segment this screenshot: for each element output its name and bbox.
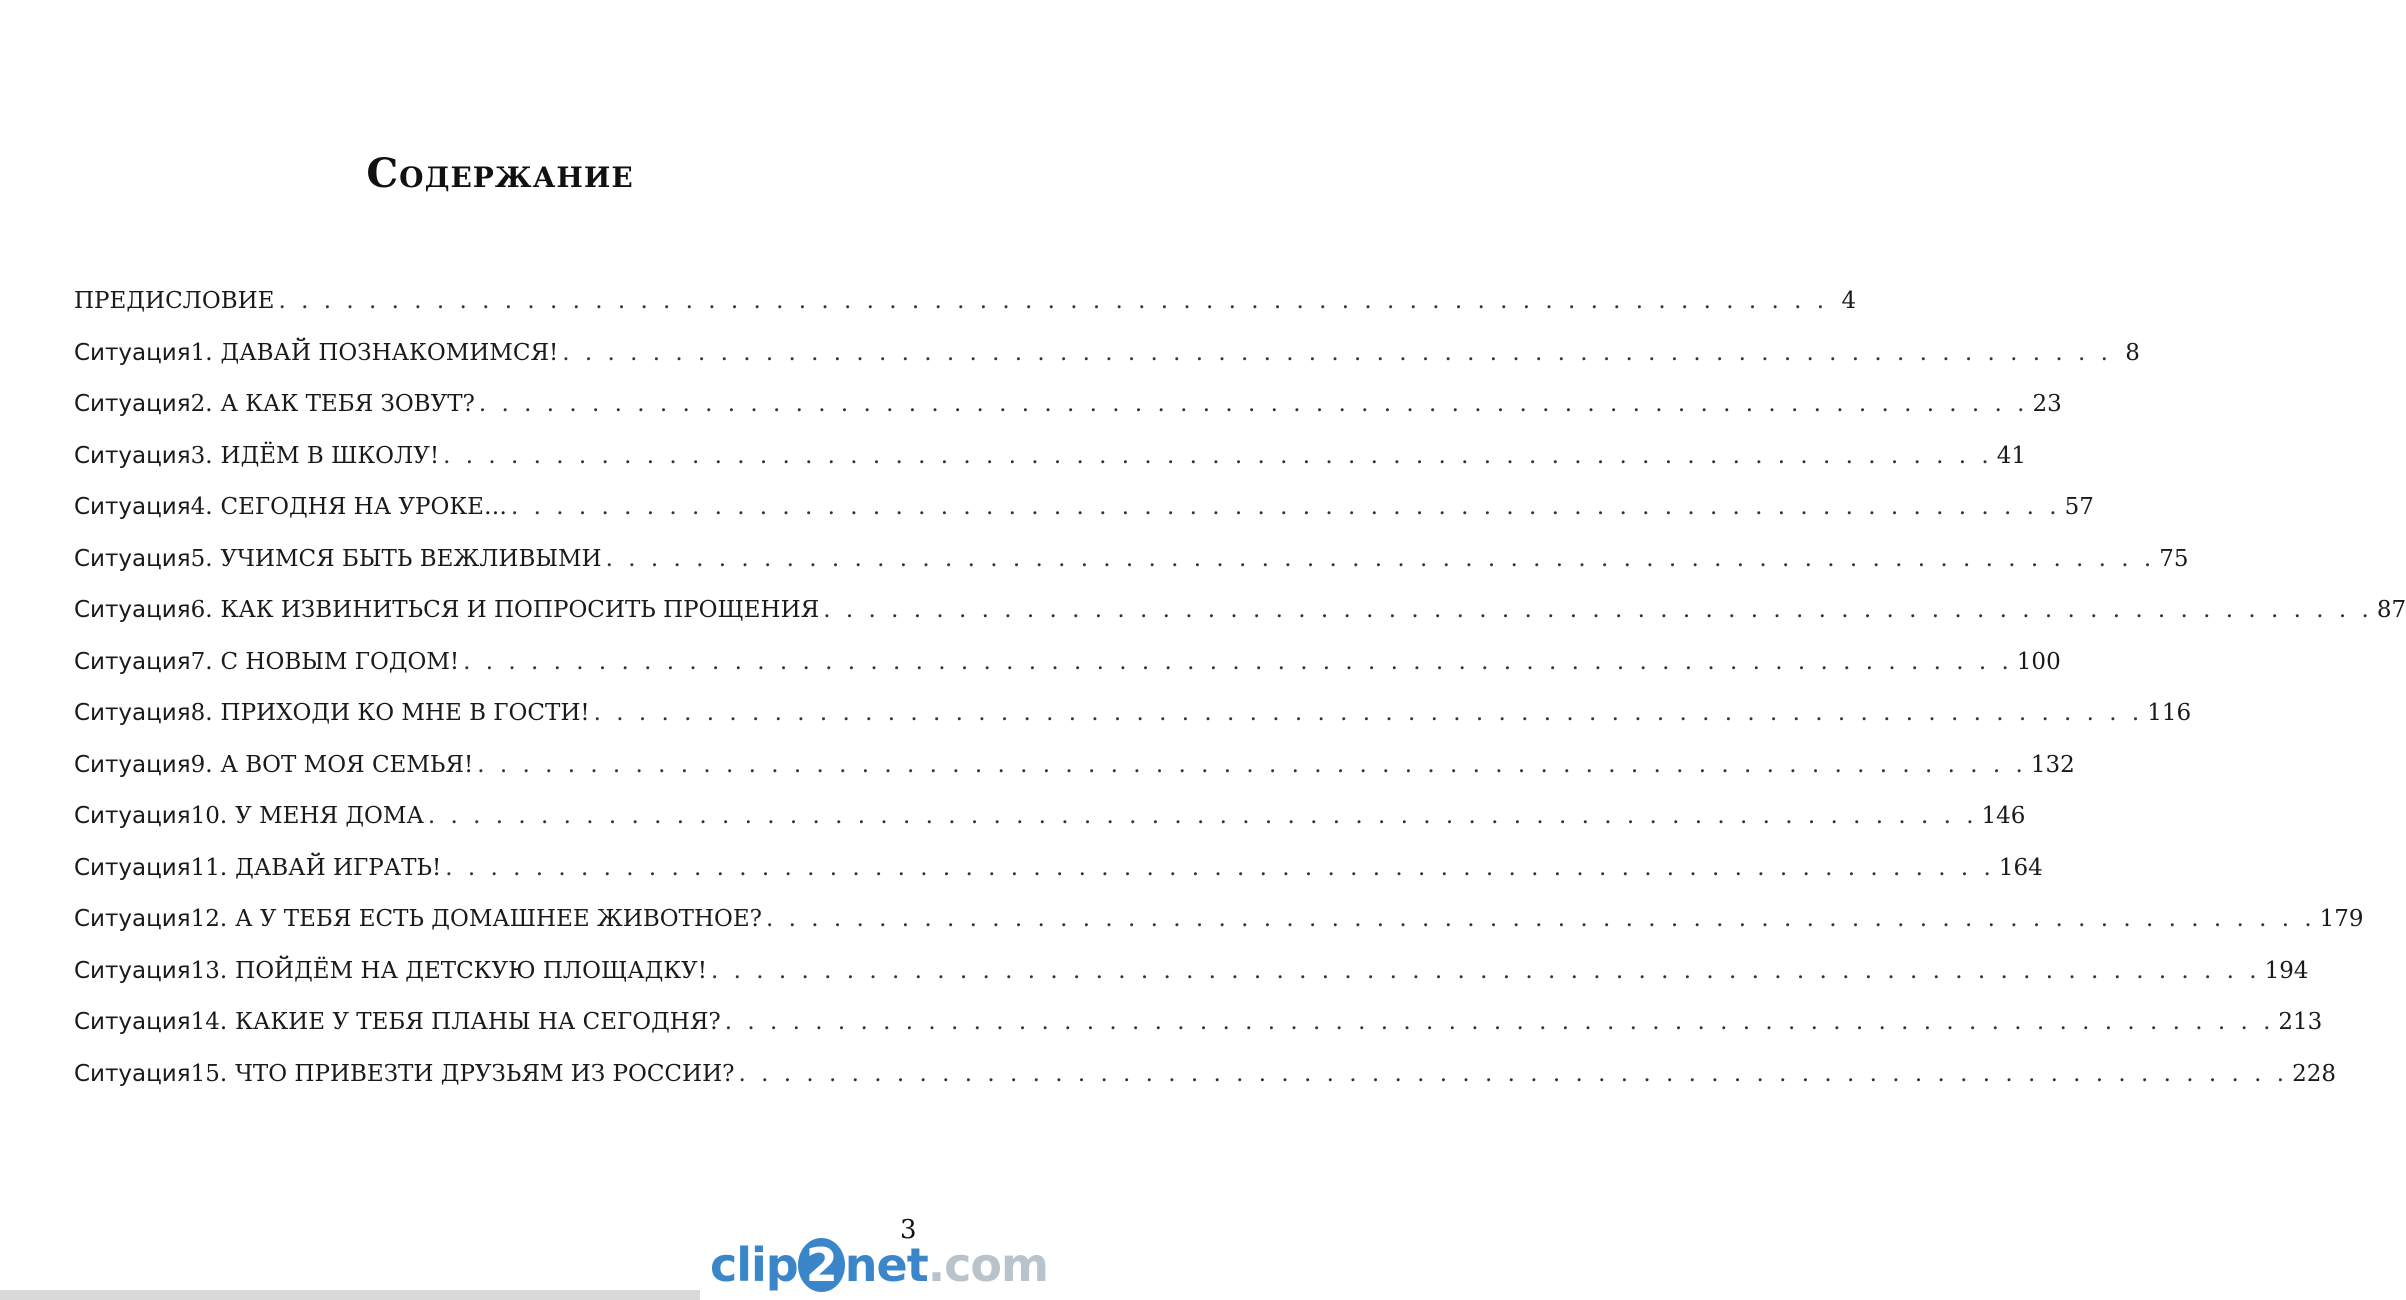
toc-entry-title: ДАВАЙ ПОЗНАКОМИМСЯ! xyxy=(220,339,559,366)
toc-situation-number: 11. xyxy=(190,854,228,881)
dot-leader xyxy=(428,803,1978,829)
dot-leader xyxy=(278,288,1828,314)
toc-situation-number: 5. xyxy=(190,545,213,572)
toc-page-ref: 100 xyxy=(2016,648,2061,675)
toc-page-ref: 23 xyxy=(2032,391,2062,417)
toc-situation-word: Ситуация xyxy=(74,494,191,520)
dot-leader xyxy=(711,958,2261,984)
toc-page-ref: 87 xyxy=(2376,597,2406,623)
dot-leader xyxy=(725,1009,2275,1035)
toc-entry[interactable] xyxy=(74,648,2061,701)
toc-situation-word: Ситуация xyxy=(74,751,191,778)
toc-situation-word: Ситуация xyxy=(74,700,191,726)
toc-situation-word: Ситуация xyxy=(74,854,191,881)
toc-entry-title: ИДЁМ В ШКОЛУ! xyxy=(220,442,440,469)
toc-situation-word: Ситуация xyxy=(74,545,191,572)
toc-situation-number: 3. xyxy=(190,442,213,469)
toc-page-ref: 41 xyxy=(1996,442,2027,469)
dot-leader xyxy=(477,752,2027,778)
toc-situation-number: 7. xyxy=(190,648,213,675)
toc-situation-word: Ситуация xyxy=(74,339,191,366)
toc-page-ref: 116 xyxy=(2147,700,2192,726)
toc-entry[interactable] xyxy=(74,597,2406,649)
toc-entry[interactable] xyxy=(74,1009,2323,1061)
table-of-contents xyxy=(74,288,2406,1112)
toc-entry[interactable] xyxy=(74,751,2075,804)
toc-situation-number: 13. xyxy=(190,957,228,984)
toc-entry-title: ЧТО ПРИВЕЗТИ ДРУЗЬЯМ ИЗ РОССИИ? xyxy=(235,1060,735,1087)
toc-page-ref: 213 xyxy=(2278,1009,2323,1035)
toc-page-ref: 8 xyxy=(2125,339,2140,366)
dot-leader xyxy=(606,546,2156,572)
toc-entry[interactable] xyxy=(74,854,2043,907)
toc-situation-number: 14. xyxy=(190,1009,228,1035)
toc-entry-title: У МЕНЯ ДОМА xyxy=(235,803,424,829)
toc-situation-number: 4. xyxy=(190,494,213,520)
toc-entry-title: СЕГОДНЯ НА УРОКЕ… xyxy=(220,494,507,520)
toc-page-ref: 75 xyxy=(2159,545,2189,572)
toc-entry[interactable] xyxy=(74,545,2189,598)
dot-leader xyxy=(443,443,1993,469)
watermark-part: clip xyxy=(710,1238,798,1292)
toc-entry-title: КАК ИЗВИНИТЬСЯ И ПОПРОСИТЬ ПРОЩЕНИЯ xyxy=(220,597,820,623)
toc-situation-word: Ситуация xyxy=(74,1009,191,1035)
page-number: 3 xyxy=(900,1215,917,1245)
toc-page-ref: 4 xyxy=(1841,288,1857,314)
toc-entry-title: С НОВЫМ ГОДОМ! xyxy=(220,648,460,675)
toc-situation-number: 15. xyxy=(190,1060,228,1087)
toc-preface[interactable] xyxy=(74,288,1857,340)
toc-entry[interactable] xyxy=(74,906,2364,958)
toc-entry[interactable] xyxy=(74,391,2062,443)
watermark-part: 2 xyxy=(798,1238,845,1292)
bottom-scroll-strip xyxy=(0,1290,700,1300)
toc-situation-number: 2. xyxy=(190,391,213,417)
toc-page-ref: 57 xyxy=(2064,494,2094,520)
dot-leader xyxy=(738,1061,2288,1087)
toc-entry-title: А ВОТ МОЯ СЕМЬЯ! xyxy=(220,751,474,778)
dot-leader xyxy=(823,597,2373,623)
toc-entry[interactable] xyxy=(74,700,2192,752)
toc-entry-title: А КАК ТЕБЯ ЗОВУТ? xyxy=(220,391,475,417)
toc-entry-title: УЧИМСЯ БЫТЬ ВЕЖЛИВЫМИ xyxy=(220,545,602,572)
dot-leader xyxy=(511,494,2061,520)
toc-situation-word: Ситуация xyxy=(74,597,191,623)
toc-entry[interactable] xyxy=(74,339,2140,392)
toc-entry-title: ПРИХОДИ КО МНЕ В ГОСТИ! xyxy=(220,700,590,726)
toc-page-ref: 146 xyxy=(1981,803,2026,829)
toc-situation-word: Ситуация xyxy=(74,957,191,984)
toc-entry[interactable] xyxy=(74,1060,2337,1113)
watermark-part: net xyxy=(844,1238,928,1292)
toc-situation-number: 1. xyxy=(190,339,213,366)
toc-entry[interactable] xyxy=(74,494,2094,546)
dot-leader xyxy=(562,340,2112,366)
toc-entry-title: КАКИЕ У ТЕБЯ ПЛАНЫ НА СЕГОДНЯ? xyxy=(235,1009,721,1035)
dot-leader xyxy=(766,906,2316,932)
toc-entry[interactable] xyxy=(74,957,2309,1010)
toc-page-ref: 194 xyxy=(2264,957,2309,984)
toc-entry-title: ПОЙДЁМ НА ДЕТСКУЮ ПЛОЩАДКУ! xyxy=(235,957,707,984)
toc-entry[interactable] xyxy=(74,442,2027,495)
toc-situation-word: Ситуация xyxy=(74,906,191,932)
watermark-part: .com xyxy=(927,1238,1048,1292)
dot-leader xyxy=(594,700,2144,726)
toc-situation-word: Ситуация xyxy=(74,442,191,469)
toc-situation-word: Ситуация xyxy=(74,391,191,417)
toc-situation-number: 12. xyxy=(190,906,228,932)
toc-situation-number: 9. xyxy=(190,751,213,778)
toc-entries xyxy=(74,339,2406,1113)
toc-situation-word: Ситуация xyxy=(74,648,191,675)
toc-situation-word: Ситуация xyxy=(74,803,191,829)
dot-leader xyxy=(445,855,1995,881)
page-title: Содержание xyxy=(366,150,634,197)
toc-page-ref: 132 xyxy=(2030,751,2075,778)
toc-page-ref: 164 xyxy=(1998,854,2043,881)
toc-situation-number: 6. xyxy=(190,597,213,623)
toc-entry-title: ДАВАЙ ИГРАТЬ! xyxy=(235,854,442,881)
toc-page-ref: 179 xyxy=(2319,906,2364,932)
toc-situation-word: Ситуация xyxy=(74,1060,191,1087)
dot-leader xyxy=(463,649,2013,675)
dot-leader xyxy=(479,391,2029,417)
clip2net-watermark-logo xyxy=(710,1238,1048,1292)
toc-entry-title: А У ТЕБЯ ЕСТЬ ДОМАШНЕЕ ЖИВОТНОЕ? xyxy=(235,906,763,932)
toc-preface-label: ПРЕДИСЛОВИЕ xyxy=(74,288,275,314)
toc-page-ref: 228 xyxy=(2292,1060,2337,1087)
toc-situation-number: 8. xyxy=(190,700,213,726)
toc-entry[interactable] xyxy=(74,803,2026,855)
toc-situation-number: 10. xyxy=(190,803,228,829)
